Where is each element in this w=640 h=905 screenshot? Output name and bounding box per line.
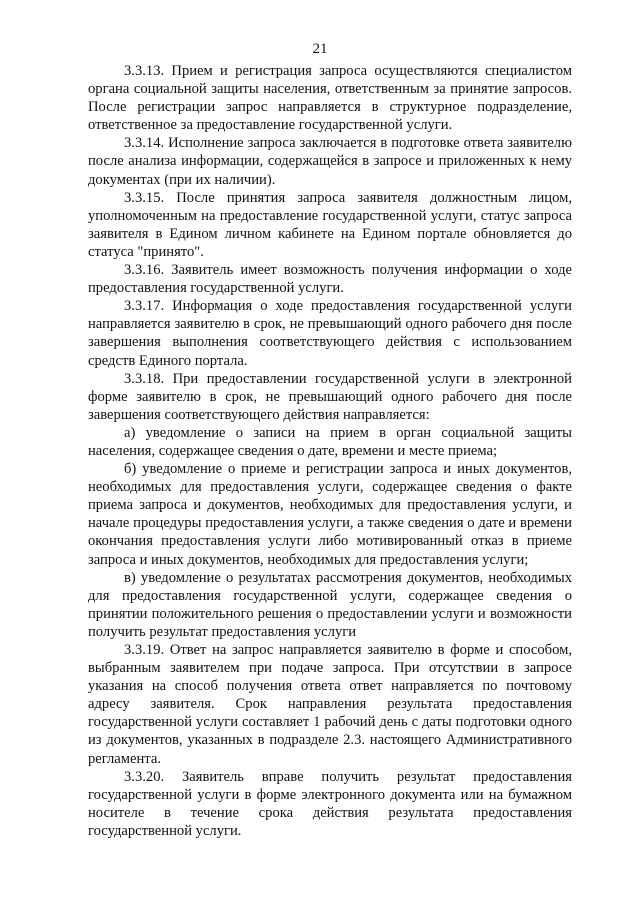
paragraph-3-3-16: 3.3.16. Заявитель имеет возможность получения информации о ходе предоставления государственной услуги. bbox=[88, 262, 572, 297]
paragraph-3-3-14: 3.3.14. Исполнение запроса заключается в подготовке ответа заявителю после анализа информации, содержащейся в запросе и приложенных к нему документах (при их наличии). bbox=[88, 135, 572, 188]
list-item-b: б) уведомление о приеме и регистрации запроса и иных документов, необходимых для предоставления услуги, содержащее сведения о факте приема запроса и документов, необходимых для предоставления услуги, и начале процедуры предоставления услуги, а также сведения о дате и времени окончания предоставления услуги либо мотивированный отказ в приеме запроса и иных документов, необходимых для предоставления услуги; bbox=[88, 461, 572, 568]
paragraph-3-3-15: 3.3.15. После принятия запроса заявителя должностным лицом, уполномоченным на предоставление государственной услуги, статус запроса заявителя в Едином личном кабинете на Едином портале обновляется до статуса "принято". bbox=[88, 189, 572, 260]
paragraph-3-3-13: 3.3.13. Прием и регистрация запроса осуществляются специалистом органа социальной защиты населения, ответственным за принятие запросов. После регистрации запрос направляется в структурное подразделение, ответственное за предоставление государственной услуги. bbox=[88, 63, 572, 134]
paragraph-3-3-20: 3.3.20. Заявитель вправе получить результат предоставления государственной услуги в форме электронного документа или на бумажном носителе в течение срока действия результата предоставления государственной услуги. bbox=[88, 768, 572, 839]
list-item-v: в) уведомление о результатах рассмотрения документов, необходимых для предоставления государственной услуги, содержащее сведения о принятии положительного решения о предоставлении услуги и возможности получить результат предоставления услуги bbox=[88, 569, 572, 640]
document-body bbox=[88, 62, 572, 840]
list-item-a: а) уведомление о записи на прием в орган социальной защиты населения, содержащее сведения о дате, времени и месте приема; bbox=[88, 424, 572, 459]
paragraph-3-3-19: 3.3.19. Ответ на запрос направляется заявителю в форме и способом, выбранным заявителем при подаче запроса. При отсутствии в запросе указания на способ получения ответа ответ направляется по почтовому адресу заявителя. Срок направления результата предоставления государственной услуги составляет 1 рабочий день с даты подготовки одного из документов, указанных в подразделе 2.3. настоящего Административного регламента. bbox=[88, 642, 572, 767]
paragraph-3-3-18: 3.3.18. При предоставлении государственной услуги в электронной форме заявителю в срок, не превышающий одного рабочего дня после завершения соответствующего действия направляется: bbox=[88, 370, 572, 423]
paragraph-3-3-17: 3.3.17. Информация о ходе предоставления государственной услуги направляется заявителю в срок, не превышающий одного рабочего дня после завершения выполнения соответствующего действия с использованием средств Единого портала. bbox=[88, 298, 572, 369]
page-number: 21 bbox=[312, 41, 328, 57]
